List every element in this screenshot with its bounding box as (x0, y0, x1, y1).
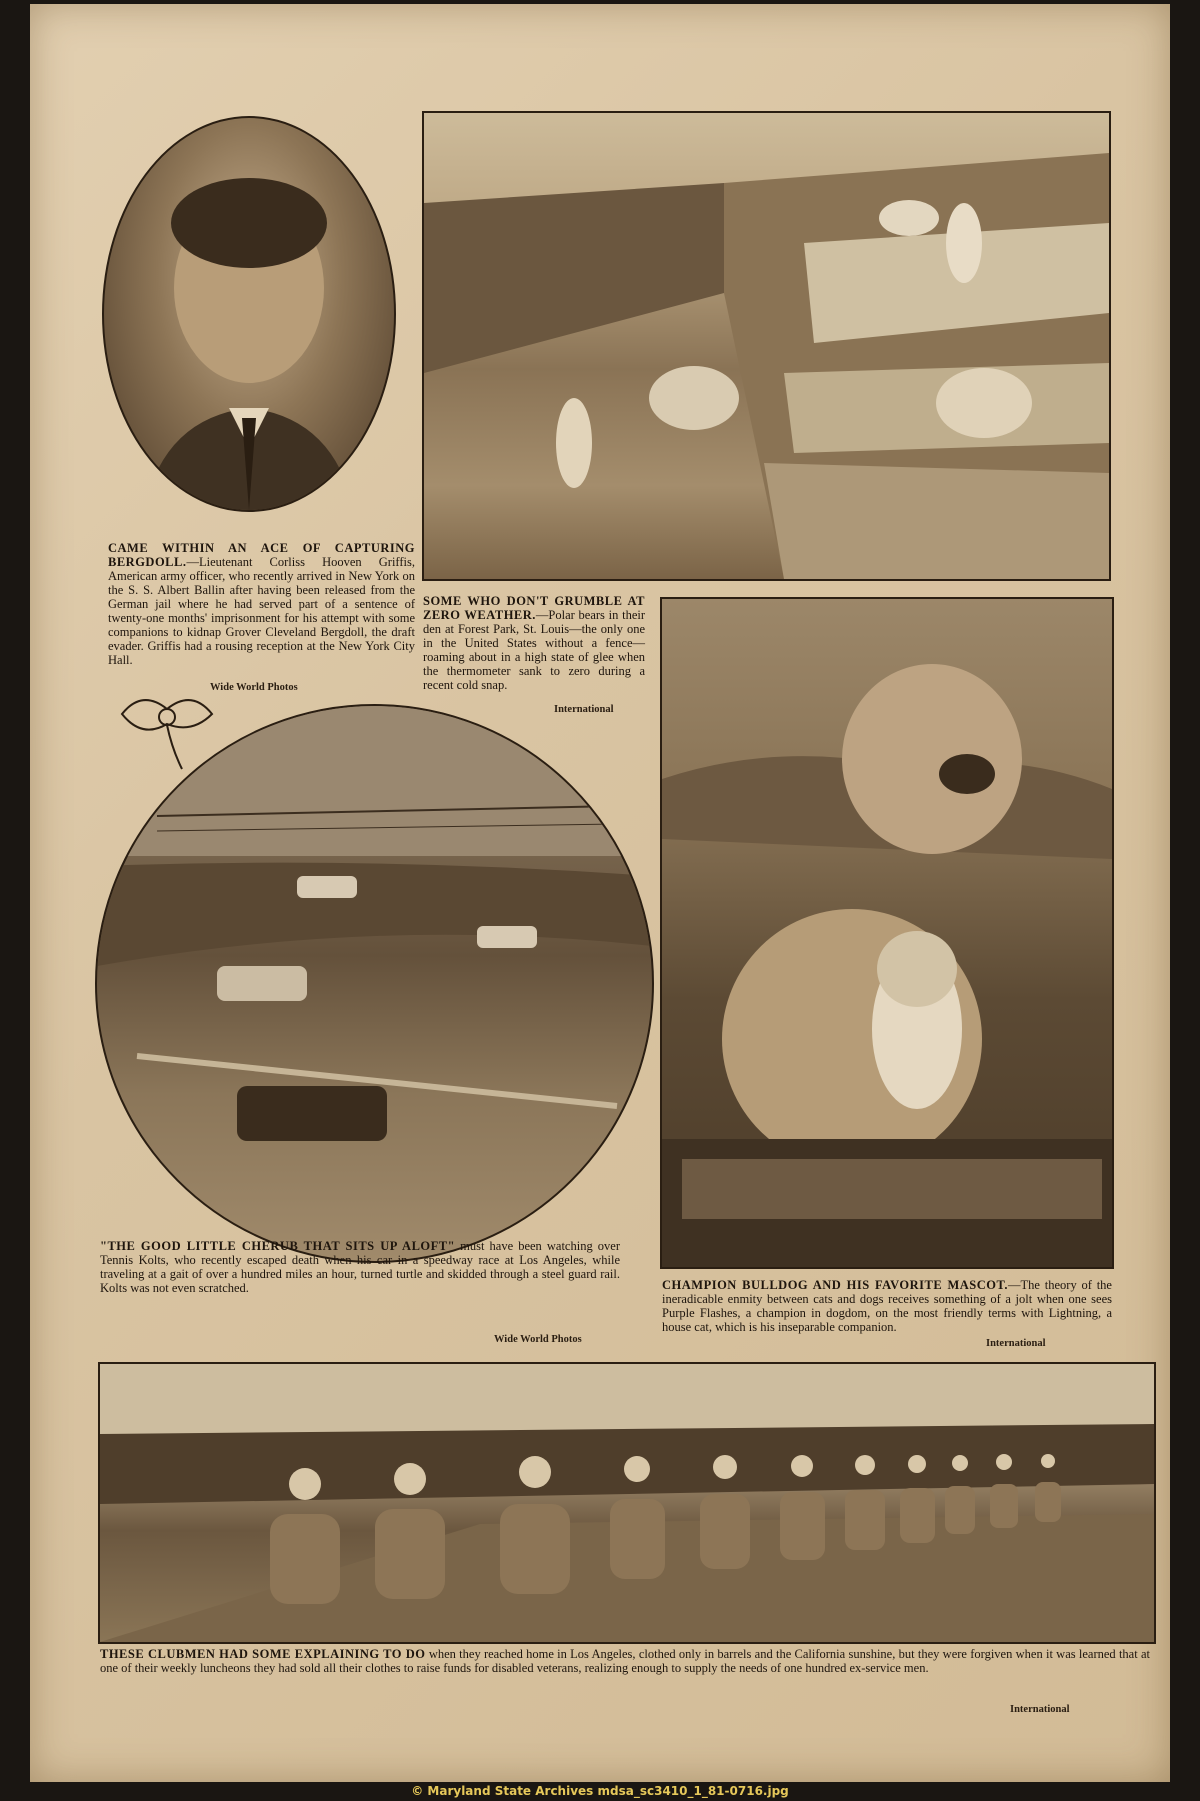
race-headline: "THE GOOD LITTLE CHERUB THAT SITS UP ALOFT" (100, 1239, 456, 1253)
bears-caption (423, 594, 645, 692)
newspaper-page (30, 4, 1170, 1782)
griffis-credit: Wide World Photos (210, 682, 298, 693)
archive-footer: © Maryland State Archives mdsa_sc3410_1_81-0716.jpg (411, 1784, 789, 1798)
portrait-silhouette (104, 118, 394, 510)
bulldog-body: —The theory of the ineradicable enmity between cats and dogs receives something of a jolt when one sees Purple Flashes, a champion in dogdom, on the most friendly terms with Lightning, a house cat, which is his inseparable companion. (662, 1278, 1112, 1334)
bulldog-and-cat-scene (662, 599, 1112, 1267)
polar-bears-scene (424, 113, 1109, 579)
griffis-caption (108, 541, 415, 667)
race-credit: Wide World Photos (494, 1334, 582, 1345)
bulldog-caption (662, 1278, 1112, 1334)
bears-body: —Polar bears in their den at Forest Park, St. Louis—the only one in the United States without a fence—roaming about in a high state of glee when the thermometer sank to zero during a recent cold snap. (423, 608, 646, 692)
race-body: must have been watching over Tennis Kolts, who recently escaped death when his car in a speedway race at Los Angeles, while traveling at a gait of over a hundred miles an hour, turned turtle and skidded through a steel guard rail. Kolts was not even scratched. (100, 1239, 620, 1295)
bulldog-credit: International (986, 1338, 1046, 1349)
speedway-race-scene (97, 706, 652, 1261)
bears-headline: SOME WHO DON'T GRUMBLE AT ZERO WEATHER. (423, 594, 645, 622)
speedway-race-photo (95, 704, 654, 1263)
barrels-credit: International (1010, 1704, 1070, 1715)
portrait-photo (102, 116, 396, 512)
bears-credit: International (554, 704, 614, 715)
floral-ornament (112, 684, 222, 784)
barrels-headline: THESE CLUBMEN HAD SOME EXPLAINING TO DO (100, 1647, 426, 1661)
griffis-body: —Lieutenant Corliss Hooven Griffis, American army officer, who recently arrived in New York on the S. S. Albert Ballin after having been released from the German jail where he had served part of a sentence of twenty-one months' imprisonment for his attempt with some companions to kidnap Grover Cleveland Bergdoll, the draft evader. Griffis had a rousing reception at the New York City Hall. (108, 555, 415, 667)
race-caption (100, 1239, 620, 1295)
bulldog-and-cat-photo (660, 597, 1114, 1269)
barrels-caption (100, 1647, 1150, 1675)
barrels-body: when they reached home in Los Angeles, clothed only in barrels and the California sunshine, but they were forgiven when it was learned that at one of their weekly luncheons they had sold all their clothes to raise funds for disabled veterans, realizing enough to supply the needs of one hundred ex-service men. (100, 1647, 1150, 1675)
griffis-headline: CAME WITHIN AN ACE OF CAPTURING BERGDOLL. (108, 541, 415, 569)
polar-bears-photo (422, 111, 1111, 581)
barrel-clubmen-scene (100, 1364, 1154, 1642)
bulldog-headline: CHAMPION BULLDOG AND HIS FAVORITE MASCOT. (662, 1278, 1009, 1292)
barrel-clubmen-photo (98, 1362, 1156, 1644)
